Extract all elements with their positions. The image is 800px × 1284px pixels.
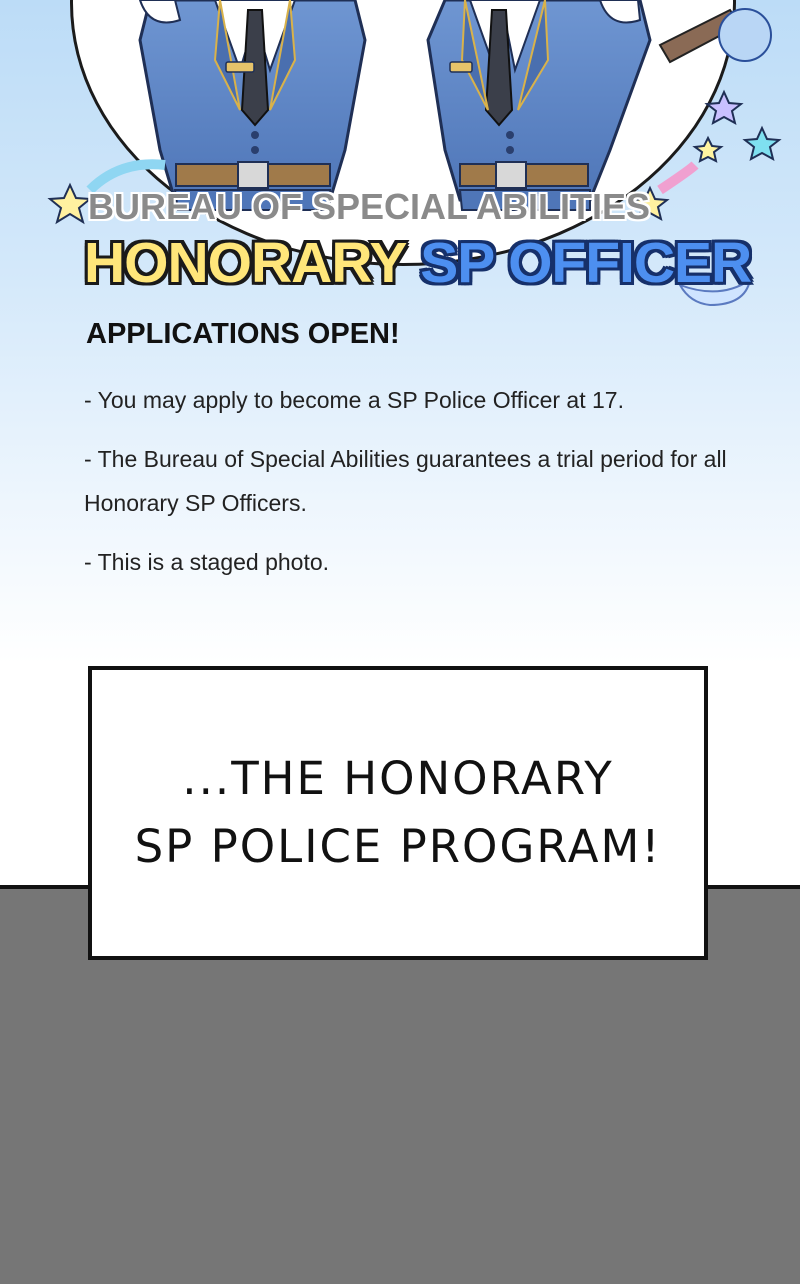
officer-left-figure [140,0,365,210]
star-icon [695,138,721,161]
applications-open-heading: APPLICATIONS OPEN! [86,318,400,350]
narration-caption [135,745,662,881]
poster-bullet-list [84,378,744,599]
rainbow-streak-icon [660,165,695,190]
star-icon [745,128,779,159]
narration-caption-box [88,666,708,960]
title-sp-officer: SP OFFICER [420,231,752,295]
baton-illustration [660,9,771,62]
star-icon [50,185,90,222]
star-icon [707,92,741,123]
bullet-item: - You may apply to become a SP Police Officer at 17. [84,387,624,413]
caption-line-1: ...THE HONORARY [182,752,614,805]
bureau-name-heading: BUREAU OF SPECIAL ABILITIES [88,186,651,227]
caption-line-2: SP POLICE PROGRAM! [134,820,662,873]
bullet-item: - The Bureau of Special Abilities guarantees a trial period for all Honorary SP Officers. [84,446,727,516]
honorary-officer-title [84,230,751,296]
officer-right-figure [428,0,650,210]
title-honorary: HONORARY [84,231,406,295]
bullet-item: - This is a staged photo. [84,549,330,575]
